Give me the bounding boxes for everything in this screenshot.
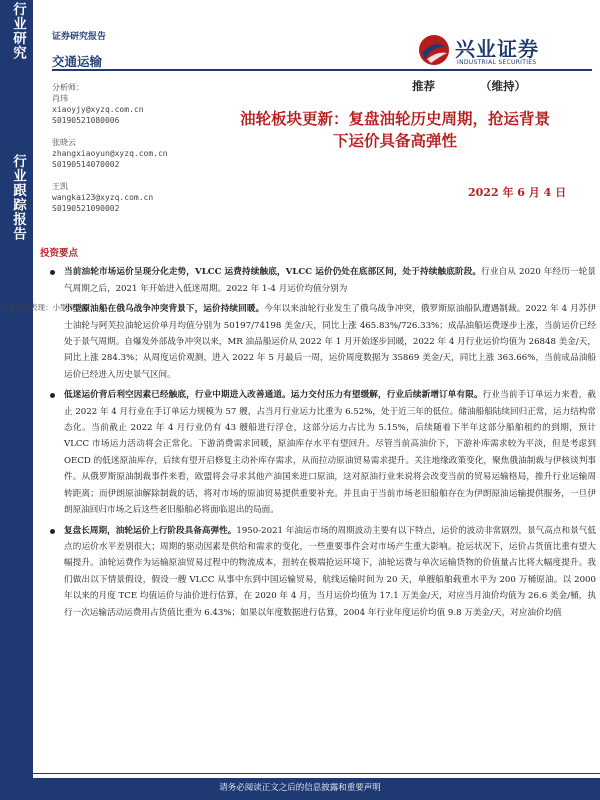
footer-disclaimer: 请务必阅读正文之后的信息披露和重要声明 bbox=[0, 778, 600, 800]
analyst-entry bbox=[52, 82, 192, 126]
paragraph-lead: 低迷运价背后利空因素已经触底，行业中期进入改善通道。运力交付压力有望缓解，行业后续新增订单有限。 bbox=[64, 390, 483, 401]
logo-text: 兴业证券 bbox=[455, 37, 539, 61]
logo-emblem-icon bbox=[417, 33, 451, 67]
sidebar-category: 行业研究 bbox=[10, 2, 26, 60]
logo-subtext: INDUSTRIAL SECURITIES bbox=[457, 59, 537, 66]
analyst-email: wangkai23@xyzq.com.cn bbox=[52, 193, 154, 202]
paragraph bbox=[40, 301, 596, 383]
section-title: 投资要点 bbox=[40, 248, 79, 259]
paragraph-text: 今年以来油轮行业发生了俄乌战争冲突，俄罗斯原油船队遭遇制裁。2022 年 4 月苏伊士油轮与阿芙拉油轮运价单月均值分别为 50197/74198 美金/天，同比上涨 465.83%/726.33%；成品油船运费逐步上涨，当前运价已经处于景气周期。自爆发外部战争冲突以来，MR 油品船运价从 2022 年 1 月开始逐步回暖，2022 年 4 月行业运价均值为 26848 美金/天，同比上涨 284.3%；从周度运价观测，进入 2022 年 5 月最后一周，运价周度数据为 35869 美金/天，同比上涨 363.66%，当前成品油船运价已经进入历史景气区间。 bbox=[64, 304, 596, 380]
footer-divider bbox=[0, 773, 600, 774]
report-type: 证券研究报告 bbox=[52, 32, 107, 42]
paragraph bbox=[40, 387, 596, 518]
paragraph-lead: 当前油轮市场运价呈现分化走势，VLCC 运费持续触底，VLCC 运价仍处在底部区间，处于持续触底阶段。 bbox=[64, 267, 482, 278]
report-date: 2022 年 6 月 4 日 bbox=[468, 186, 567, 199]
industry-name: 交通运输 bbox=[52, 54, 103, 69]
rating-label: 推荐 bbox=[412, 79, 435, 93]
side-note: 行业运价表现：小型原油船 bbox=[0, 303, 90, 312]
sidebar-report-kind: 行业跟踪报告 bbox=[10, 154, 26, 241]
sidebar-band bbox=[0, 0, 33, 800]
analyst-entry bbox=[52, 137, 192, 170]
report-body bbox=[40, 246, 596, 625]
paragraph bbox=[40, 523, 596, 621]
analyst-role: 分析师： bbox=[52, 83, 84, 92]
report-title-line1: 油轮板块更新：复盘油轮历史周期，抢运背景 bbox=[239, 109, 550, 128]
paragraph-text: 1950-2021 年油运市场的周期波动主要有以下特点，运价的波动非常剧烈，景气高点和景气低点的运价水平差别很大；周期的驱动因素是供给和需求的变化，一些重要事件会对市场产生重大影响。抢运状况下，运价占货值比重有望大幅提升。油轮运费作为运输原油贸易过程中的物流成本，扭转在极端抢运环境下，油轮运费与单次运输货物的价值量占比将大幅度提升。我们做出以下情景假设，假设一艘 VLCC 从事中东到中国运输贸易，航线运输时间为 20 天，单艘船舶载重水平为 200 万桶原油。以 2000 年以来的月度 TCE 均值运价与油价进行估算，在 2020 年 4 月，当月运价均值为 17.1 万美金/天，对应当月油价均值为 26.6 美金/桶，执行一次运输活动运费用占货值比重为 6.43%；如果以年度数据进行估算，2004 年行业年度运价均值 9.8 万美金/天，对应油价均值 bbox=[64, 525, 596, 618]
company-logo bbox=[417, 31, 597, 71]
analyst-entry bbox=[52, 181, 192, 214]
paragraph-text: 行业当前手订单运力来看，截止 2022 年 4 月行业在手订单运力规模为 57 艘，占当月行业运力比重为 6.52%，处于近三年的低位。储油船船陆续回归正常，运力结构常态化。当前截止 2022 年 4 月行业仍有 43 艘船进行浮仓，这部分运力占比为 5.15%，后续随着下半年这部分船舶租约的到期，预计 VLCC 市场运力活动将会正常化。下游消费需求回暖，原油库存水平有望回升。尽管当前高油价下，下游补库需求较为平淡，但是考虑到 OECD 的低迷原油库存，后续有望开启修复主动补库存需求，从而拉动原油贸易需求提升。关注地缘政策变化，聚焦俄油制裁与伊核谈判事件。从俄罗斯原油制裁事件来看，欧盟将会寻求其他产油国来进口原油，这对原油行业来说将会改变当前的贸易运输格局，推升行业运输周转距离；而伊朗原油解除制裁的话，将对市场的原油贸易提供重要补充。并且由于当前市场老旧船舶存在为伊朗原油运输提供服务，一旦伊朗原油回归市场之后这些老旧船舶必将面临退出的局面。 bbox=[64, 390, 596, 516]
paragraph-text: 行业自从 2020 年经历一轮景气周期之后，2021 年开始进入低迷周期。2022 年 1-4 月运价均值分别为 bbox=[64, 267, 596, 294]
analyst-cert: S0190521080006 bbox=[52, 116, 120, 125]
paragraph-lead: 复盘长周期，油轮运价上行阶段具备高弹性。 bbox=[64, 525, 237, 536]
analyst-name: 王凯 bbox=[52, 182, 68, 191]
analyst-cert: S0190521090002 bbox=[52, 204, 120, 213]
bullet-icon bbox=[50, 529, 55, 534]
paragraph-lead: 小型原油船在俄乌战争冲突背景下，运价持续回暖。 bbox=[64, 304, 265, 315]
rating-change: （维持） bbox=[480, 79, 526, 93]
analyst-email: zhangxiaoyun@xyzq.com.cn bbox=[52, 149, 168, 158]
analyst-name: 张晓云 bbox=[52, 138, 76, 147]
analyst-block bbox=[52, 82, 192, 225]
analyst-cert: S0190514070002 bbox=[52, 160, 120, 169]
analyst-name: 肖玮 bbox=[52, 94, 68, 103]
analyst-email: xiaoyjy@xyzq.com.cn bbox=[52, 105, 144, 114]
paragraph bbox=[40, 264, 596, 297]
bullet-icon bbox=[50, 393, 55, 398]
bullet-icon bbox=[50, 270, 55, 275]
report-title bbox=[200, 108, 590, 152]
report-title-line2: 下运价具备高弹性 bbox=[332, 131, 457, 150]
